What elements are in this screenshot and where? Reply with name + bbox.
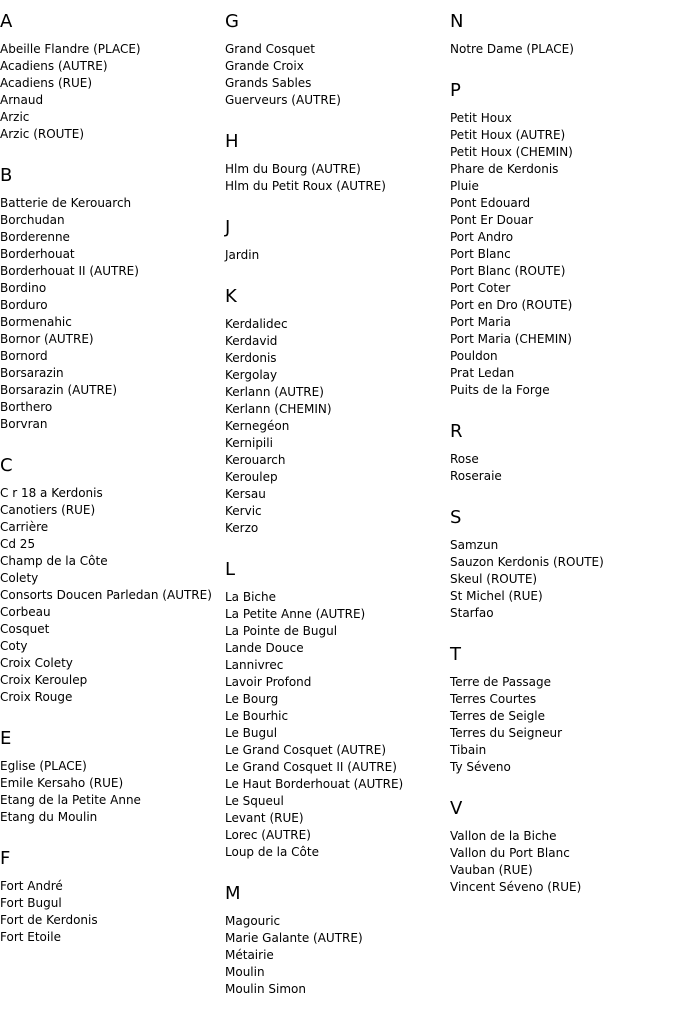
- street-link[interactable]: Hlm du Bourg (AUTRE): [225, 162, 361, 176]
- street-link[interactable]: Le Grand Cosquet (AUTRE): [225, 743, 386, 757]
- street-link[interactable]: Sauzon Kerdonis (ROUTE): [450, 555, 604, 569]
- street-link[interactable]: Lavoir Profond: [225, 675, 312, 689]
- letter-section: [225, 131, 449, 195]
- street-list: [225, 316, 449, 537]
- street-link[interactable]: Métairie: [225, 948, 274, 962]
- street-link[interactable]: Pouldon: [450, 349, 498, 363]
- street-list: [450, 110, 674, 399]
- street-link[interactable]: Port Maria: [450, 315, 511, 329]
- letter-heading: F: [0, 848, 11, 869]
- street-link[interactable]: Samzun: [450, 538, 499, 552]
- street-link[interactable]: Guerveurs (AUTRE): [225, 93, 341, 107]
- letter-section: [0, 728, 224, 826]
- street-link[interactable]: Arnaud: [0, 93, 44, 107]
- street-link[interactable]: Borsarazin (AUTRE): [0, 383, 118, 397]
- street-link[interactable]: Borderenne: [0, 230, 70, 244]
- street-link[interactable]: Borderhouat II (AUTRE): [0, 264, 139, 278]
- letter-heading: S: [450, 507, 462, 528]
- street-link[interactable]: La Pointe de Bugul: [225, 624, 338, 638]
- street-link[interactable]: Ty Séveno: [450, 760, 511, 774]
- street-link[interactable]: Petit Houx (AUTRE): [450, 128, 566, 142]
- street-link[interactable]: Kerdalidec: [225, 317, 288, 331]
- letter-section: [0, 11, 224, 143]
- street-link[interactable]: Carrière: [0, 520, 49, 534]
- street-list: [225, 913, 449, 998]
- letter-section: [0, 848, 224, 946]
- letter-heading: H: [225, 131, 239, 152]
- street-link[interactable]: Vallon de la Biche: [450, 829, 557, 843]
- street-link[interactable]: Port Andro: [450, 230, 514, 244]
- letter-section: [225, 559, 449, 861]
- letter-heading: M: [225, 883, 241, 904]
- street-link[interactable]: Port Blanc (ROUTE): [450, 264, 566, 278]
- street-link[interactable]: Borvran: [0, 417, 48, 431]
- street-link[interactable]: Moulin Simon: [225, 982, 306, 996]
- street-link[interactable]: Rose: [450, 452, 479, 466]
- street-link[interactable]: Croix Colety: [0, 656, 73, 670]
- street-link[interactable]: Pluie: [450, 179, 479, 193]
- street-list: [0, 485, 224, 706]
- street-link[interactable]: Batterie de Kerouarch: [0, 196, 132, 210]
- street-link[interactable]: Bornord: [0, 349, 48, 363]
- street-link[interactable]: Kersau: [225, 487, 266, 501]
- street-link[interactable]: Port Blanc: [450, 247, 511, 261]
- street-link[interactable]: Colety: [0, 571, 39, 585]
- street-link[interactable]: Borsarazin: [0, 366, 64, 380]
- street-link[interactable]: Puits de la Forge: [450, 383, 550, 397]
- street-link[interactable]: Port Coter: [450, 281, 511, 295]
- letter-heading: K: [225, 286, 237, 307]
- letter-heading: J: [225, 217, 231, 238]
- letter-heading: C: [0, 455, 13, 476]
- street-link[interactable]: Kerouarch: [225, 453, 286, 467]
- street-link[interactable]: Acadiens (RUE): [0, 76, 93, 90]
- street-list: [225, 247, 449, 264]
- street-link[interactable]: Kernegéon: [225, 419, 290, 433]
- street-link[interactable]: Phare de Kerdonis: [450, 162, 559, 176]
- street-link[interactable]: Grande Croix: [225, 59, 304, 73]
- letter-heading: V: [450, 798, 463, 819]
- letter-section: [225, 217, 449, 264]
- letter-heading: N: [450, 11, 464, 32]
- street-link[interactable]: Jardin: [225, 248, 260, 262]
- street-index-column-3: [450, 11, 674, 918]
- letter-heading: R: [450, 421, 463, 442]
- street-link[interactable]: Vauban (RUE): [450, 863, 533, 877]
- street-link[interactable]: Roseraie: [450, 469, 502, 483]
- street-link[interactable]: Terre de Passage: [450, 675, 551, 689]
- street-link[interactable]: Lannivrec: [225, 658, 284, 672]
- street-link[interactable]: Bordino: [0, 281, 47, 295]
- street-link[interactable]: Loup de la Côte: [225, 845, 319, 859]
- street-list: [450, 674, 674, 776]
- street-link[interactable]: Magouric: [225, 914, 281, 928]
- street-link[interactable]: Le Bourhic: [225, 709, 289, 723]
- street-link[interactable]: Levant (RUE): [225, 811, 304, 825]
- street-link[interactable]: Lande Douce: [225, 641, 304, 655]
- street-list: [450, 828, 674, 896]
- street-index-column-2: [225, 11, 449, 1020]
- street-link[interactable]: Terres Courtes: [450, 692, 537, 706]
- street-link[interactable]: Borchudan: [0, 213, 65, 227]
- street-link[interactable]: Etang de la Petite Anne: [0, 793, 141, 807]
- street-link[interactable]: Kervic: [225, 504, 262, 518]
- street-link[interactable]: Skeul (ROUTE): [450, 572, 538, 586]
- street-link[interactable]: Pont Er Douar: [450, 213, 534, 227]
- letter-section: [450, 421, 674, 485]
- street-link[interactable]: Starfao: [450, 606, 494, 620]
- letter-section: [225, 883, 449, 998]
- street-link[interactable]: Hlm du Petit Roux (AUTRE): [225, 179, 386, 193]
- letter-heading: P: [450, 80, 461, 101]
- letter-section: [450, 11, 674, 58]
- street-link[interactable]: Abeille Flandre (PLACE): [0, 42, 141, 56]
- letter-heading: A: [0, 11, 13, 32]
- street-link[interactable]: Le Squeul: [225, 794, 284, 808]
- street-link[interactable]: Cd 25: [0, 537, 36, 551]
- street-link[interactable]: Bormenahic: [0, 315, 72, 329]
- letter-section: [225, 286, 449, 537]
- street-link[interactable]: Kerzo: [225, 521, 259, 535]
- street-link[interactable]: Coty: [0, 639, 28, 653]
- street-link[interactable]: Canotiers (RUE): [0, 503, 96, 517]
- street-link[interactable]: Moulin: [225, 965, 265, 979]
- street-link[interactable]: Fort Etoile: [0, 930, 61, 944]
- street-list: [450, 41, 674, 58]
- street-link[interactable]: Bornor (AUTRE): [0, 332, 94, 346]
- street-link[interactable]: Port en Dro (ROUTE): [450, 298, 573, 312]
- street-link[interactable]: C r 18 a Kerdonis: [0, 486, 103, 500]
- street-link[interactable]: Prat Ledan: [450, 366, 515, 380]
- street-list: [225, 161, 449, 195]
- street-link[interactable]: Acadiens (AUTRE): [0, 59, 108, 73]
- street-link[interactable]: Terres du Seigneur: [450, 726, 563, 740]
- street-link[interactable]: Borthero: [0, 400, 53, 414]
- street-link[interactable]: Petit Houx (CHEMIN): [450, 145, 573, 159]
- street-list: [225, 589, 449, 861]
- street-link[interactable]: Kerlann (AUTRE): [225, 385, 324, 399]
- street-list: [0, 878, 224, 946]
- street-link[interactable]: Etang du Moulin: [0, 810, 98, 824]
- letter-section: [225, 11, 449, 109]
- street-link[interactable]: Consorts Doucen Parledan (AUTRE): [0, 588, 212, 602]
- letter-section: [450, 507, 674, 622]
- street-link[interactable]: Pont Edouard: [450, 196, 531, 210]
- street-link[interactable]: Le Bugul: [225, 726, 278, 740]
- street-link[interactable]: Tibain: [450, 743, 487, 757]
- street-list: [450, 451, 674, 485]
- street-link[interactable]: Terres de Seigle: [450, 709, 545, 723]
- street-link[interactable]: La Biche: [225, 590, 277, 604]
- street-link[interactable]: Arzic: [0, 110, 30, 124]
- street-link[interactable]: Corbeau: [0, 605, 51, 619]
- letter-heading: E: [0, 728, 12, 749]
- street-link[interactable]: Keroulep: [225, 470, 278, 484]
- street-link[interactable]: Champ de la Côte: [0, 554, 108, 568]
- street-link[interactable]: Arzic (ROUTE): [0, 127, 85, 141]
- letter-section: [450, 798, 674, 896]
- street-link[interactable]: Fort Bugul: [0, 896, 62, 910]
- letter-section: [450, 80, 674, 399]
- letter-section: [450, 644, 674, 776]
- street-list: [450, 537, 674, 622]
- street-link[interactable]: Le Bourg: [225, 692, 279, 706]
- street-link[interactable]: Vallon du Port Blanc: [450, 846, 570, 860]
- street-link[interactable]: Croix Keroulep: [0, 673, 88, 687]
- letter-heading: B: [0, 165, 13, 186]
- street-link[interactable]: La Petite Anne (AUTRE): [225, 607, 366, 621]
- letter-section: [0, 165, 224, 433]
- street-link[interactable]: St Michel (RUE): [450, 589, 543, 603]
- letter-heading: L: [225, 559, 236, 580]
- street-link[interactable]: Marie Galante (AUTRE): [225, 931, 363, 945]
- street-list: [225, 41, 449, 109]
- street-link[interactable]: Port Maria (CHEMIN): [450, 332, 572, 346]
- street-link[interactable]: Kerdavid: [225, 334, 278, 348]
- street-link[interactable]: Borderhouat: [0, 247, 75, 261]
- street-link[interactable]: Le Haut Borderhouat (AUTRE): [225, 777, 404, 791]
- street-link[interactable]: Kernipili: [225, 436, 273, 450]
- street-link[interactable]: Vincent Séveno (RUE): [450, 880, 582, 894]
- street-link[interactable]: Croix Rouge: [0, 690, 73, 704]
- street-link[interactable]: Notre Dame (PLACE): [450, 42, 574, 56]
- street-list: [0, 41, 224, 143]
- letter-section: [0, 455, 224, 706]
- street-link[interactable]: Kerlann (CHEMIN): [225, 402, 332, 416]
- street-link[interactable]: Fort de Kerdonis: [0, 913, 98, 927]
- street-link[interactable]: Fort André: [0, 879, 63, 893]
- street-link[interactable]: Borduro: [0, 298, 48, 312]
- letter-heading: G: [225, 11, 239, 32]
- street-link[interactable]: Petit Houx: [450, 111, 512, 125]
- street-list: [0, 195, 224, 433]
- letter-heading: T: [450, 644, 461, 665]
- street-link[interactable]: Grand Cosquet: [225, 42, 315, 56]
- street-link[interactable]: Grands Sables: [225, 76, 312, 90]
- street-link[interactable]: Emile Kersaho (RUE): [0, 776, 124, 790]
- street-link[interactable]: Kergolay: [225, 368, 278, 382]
- street-link[interactable]: Le Grand Cosquet II (AUTRE): [225, 760, 397, 774]
- street-link[interactable]: Cosquet: [0, 622, 50, 636]
- street-index-column-1: [0, 11, 224, 968]
- street-list: [0, 758, 224, 826]
- street-link[interactable]: Kerdonis: [225, 351, 277, 365]
- street-link[interactable]: Lorec (AUTRE): [225, 828, 311, 842]
- street-link[interactable]: Eglise (PLACE): [0, 759, 87, 773]
